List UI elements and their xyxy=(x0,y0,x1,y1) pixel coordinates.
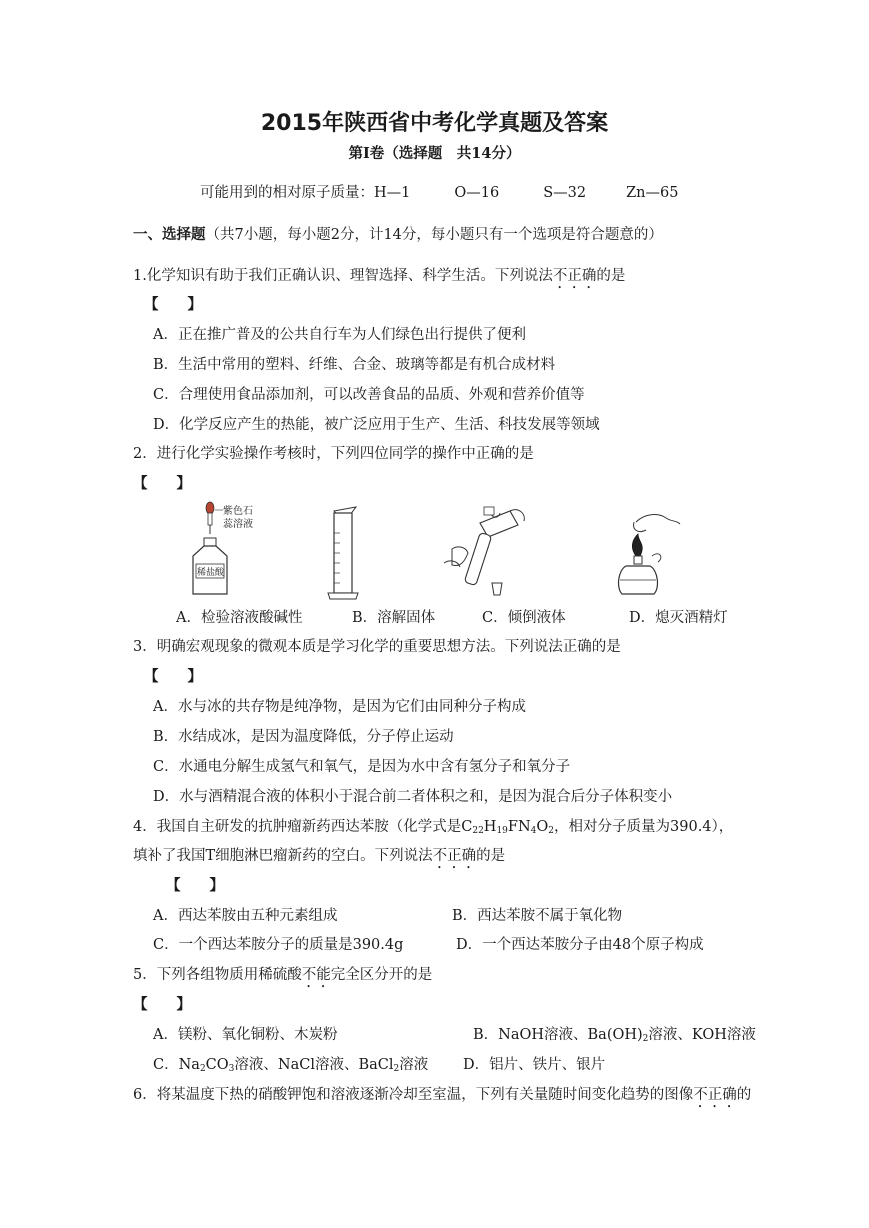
figure-label-top: 紫色石 xyxy=(223,506,253,517)
q6-emphasis: 不正确 xyxy=(693,1087,737,1103)
q1-emphasis: 不正确 xyxy=(552,268,597,284)
atomic-mass-line xyxy=(200,183,678,203)
q5-option-b-sub: 2 xyxy=(642,1034,649,1044)
part-subtitle: 第Ⅰ卷（选择题 共14分） xyxy=(348,145,521,162)
formula-h: H xyxy=(483,819,497,835)
section-note: （共7小题，每小题2分，计14分，每小题只有一个选项是符合题意的） xyxy=(205,227,663,243)
q5-option-c-co: CO xyxy=(205,1057,229,1073)
q4-stem xyxy=(133,817,733,837)
figure-graduated-cylinder xyxy=(320,503,370,603)
q4-answer-bracket: 【 】 xyxy=(166,877,224,894)
q5-option-c-tail: 溶液 xyxy=(399,1057,429,1073)
figure-pouring-liquid xyxy=(440,505,530,600)
q5-option-a: A．镁粉、氧化铜粉、木炭粉 xyxy=(153,1027,338,1043)
q1-stem-text: 1.化学知识有助于我们正确认识、理智选择、科学生活。下列说法 xyxy=(133,268,553,284)
q5-option-c-sub3: 2 xyxy=(393,1064,400,1074)
q4-emphasis: 不正确 xyxy=(432,848,477,864)
q1-answer-bracket: 【 】 xyxy=(144,296,202,313)
q1-option-a: A．正在推广普及的公共自行车为人们绿色出行提供了便利 xyxy=(153,327,526,343)
q4-option-a: A．西达苯胺由五种元素组成 xyxy=(153,908,338,924)
q5-answer-bracket: 【 】 xyxy=(133,996,191,1013)
formula-h-count: 19 xyxy=(496,826,508,836)
atomic-mass-o: O—16 xyxy=(454,185,500,201)
q1-stem xyxy=(133,266,625,292)
q4-stem-mass: ，相对分子质量为390.4）， xyxy=(554,819,734,835)
q4-stem-text: 4．我国自主研发的抗肿瘤新药西达苯胺（化学式是 xyxy=(133,819,462,835)
q3-option-d: D．水与酒精混合液的体积小于混合前二者体积之和，是因为混合后分子体积变小 xyxy=(153,789,673,805)
formula-o-count: 2 xyxy=(548,826,555,836)
formula-fn: FN xyxy=(507,819,531,835)
q4-stem-continued xyxy=(133,846,505,872)
q3-option-c: C．水通电分解生成氢气和氧气，是因为水中含有氢分子和氧分子 xyxy=(153,759,571,775)
section-heading: 一、选择题 xyxy=(133,226,206,243)
q2-option-b: B．溶解固体 xyxy=(352,610,436,626)
bottle-label: 稀盐酸 xyxy=(197,568,225,578)
section-heading-line xyxy=(133,225,663,245)
q4-stem-text-2: 填补了我国T细胞淋巴瘤新药的空白。下列说法 xyxy=(133,848,433,864)
q6-stem-tail: 的 xyxy=(736,1087,752,1103)
figure-litmus-test xyxy=(185,500,275,600)
q3-answer-bracket: 【 】 xyxy=(144,668,202,685)
formula-c: C xyxy=(461,819,473,835)
q6-stem xyxy=(133,1085,751,1111)
q4-option-d: D．一个西达苯胺分子由48个原子构成 xyxy=(456,937,704,953)
q4-option-b: B．西达苯胺不属于氧化物 xyxy=(452,908,623,924)
q5-option-d: D．铝片、铁片、银片 xyxy=(463,1057,606,1073)
q2-stem: 2．进行化学实验操作考核时，下列四位同学的操作中正确的是 xyxy=(133,446,534,462)
q5-option-c xyxy=(153,1055,428,1075)
q4-option-c: C．一个西达苯胺分子的质量是390.4g xyxy=(153,937,404,953)
q2-option-d: D．熄灭酒精灯 xyxy=(629,610,728,626)
atomic-mass-label: 可能用到的相对原子质量： xyxy=(200,185,374,201)
q2-answer-bracket: 【 】 xyxy=(133,475,191,492)
q5-option-b-tail: 溶液、KOH溶液 xyxy=(648,1027,756,1043)
page-title: 2015年陕西省中考化学真题及答案 xyxy=(260,111,609,136)
q5-stem-tail: 完全区分开的是 xyxy=(330,967,433,983)
q5-stem-text: 5．下列各组物质用稀硫酸 xyxy=(133,967,302,983)
q5-option-b-text: B．NaOH溶液、Ba(OH) xyxy=(473,1027,643,1043)
q2-option-c: C．倾倒液体 xyxy=(482,610,566,626)
figure-alcohol-lamp xyxy=(606,508,686,600)
q5-option-c-sub2: 3 xyxy=(228,1064,235,1074)
q3-option-b: B．水结成冰，是因为温度降低，分子停止运动 xyxy=(153,729,454,745)
q6-stem-text: 6．将某温度下热的硝酸钾饱和溶液逐渐冷却至室温，下列有关量随时间变化趋势的图像 xyxy=(133,1087,694,1103)
q4-formula xyxy=(461,819,554,835)
q3-stem: 3．明确宏观现象的微观本质是学习化学的重要思想方法。下列说法正确的是 xyxy=(133,639,621,655)
figure-label-bottom: 蕊溶液 xyxy=(223,519,253,530)
atomic-mass-zn: Zn—65 xyxy=(626,185,679,201)
formula-n-count: 4 xyxy=(530,826,537,836)
q2-option-a: A．检验溶液酸碱性 xyxy=(176,610,303,626)
q4-stem-tail: 的是 xyxy=(476,848,506,864)
atomic-mass-s: S—32 xyxy=(543,185,587,201)
q5-option-c-na: C．Na xyxy=(153,1057,200,1073)
formula-o: O xyxy=(536,819,549,835)
q3-option-a: A．水与冰的共存物是纯净物，是因为它们由同种分子构成 xyxy=(153,699,526,715)
q1-option-b: B．生活中常用的塑料、纤维、合金、玻璃等都是有机合成材料 xyxy=(153,357,556,373)
formula-c-count: 22 xyxy=(472,826,484,836)
atomic-mass-h: H—1 xyxy=(374,185,411,201)
q1-option-c: C．合理使用食品添加剂，可以改善食品的品质、外观和营养价值等 xyxy=(153,387,585,403)
q1-stem-tail: 的是 xyxy=(596,268,626,284)
q5-option-b xyxy=(473,1025,756,1045)
q5-stem xyxy=(133,965,432,991)
q5-option-c-mid: 溶液、NaCl溶液、BaCl xyxy=(234,1057,394,1073)
q1-option-d: D．化学反应产生的热能，被广泛应用于生产、生活、科技发展等领域 xyxy=(153,417,600,433)
q5-option-c-sub1: 2 xyxy=(199,1064,206,1074)
q5-emphasis: 不能 xyxy=(301,967,331,983)
